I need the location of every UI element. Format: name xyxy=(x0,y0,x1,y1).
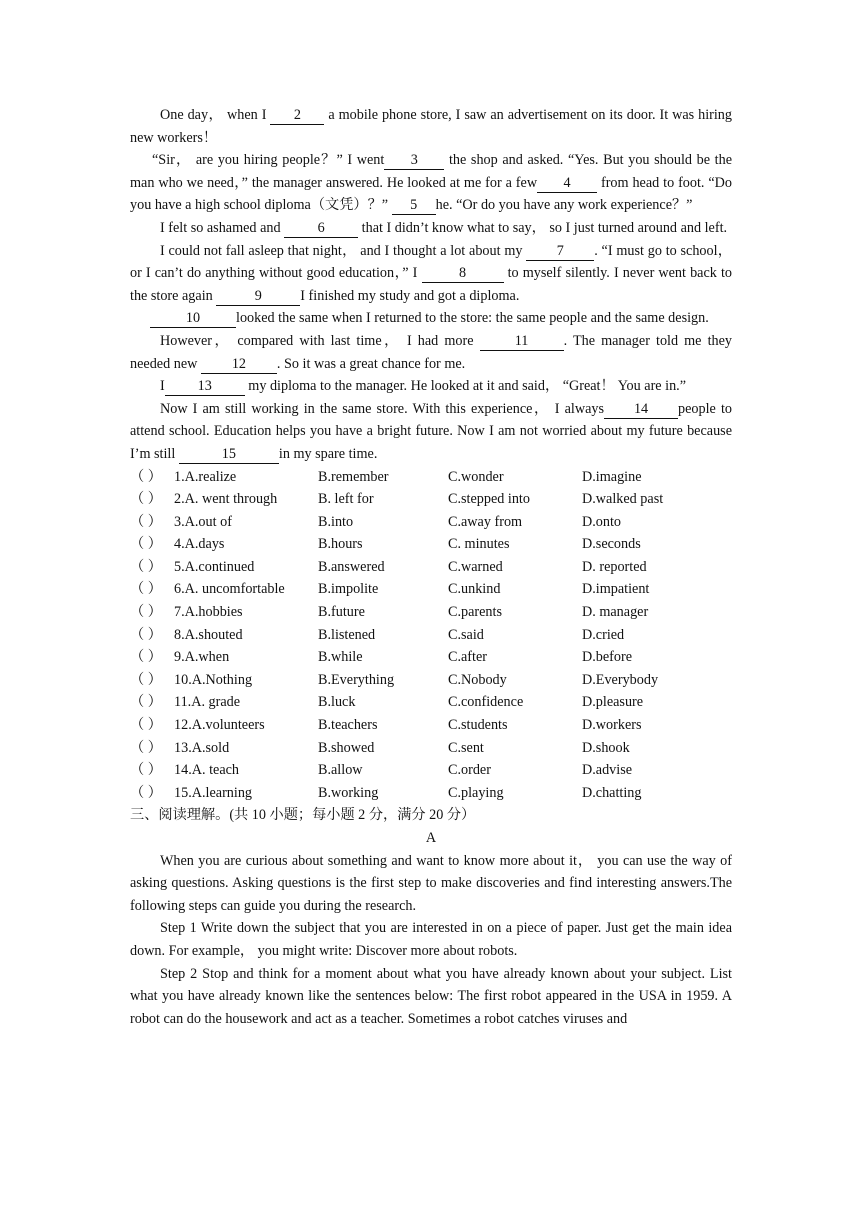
text: my diploma to the manager. He looked at it and said， “Great！ You are in.” xyxy=(244,378,687,395)
option-row-10 xyxy=(130,669,732,692)
text: the shop and asked. “Yes. But you should be the man who we need，” the manager answered. He looked at me for a few xyxy=(130,152,732,191)
answer-paren[interactable]: （ ） xyxy=(130,604,162,621)
cloze-paragraph-2 xyxy=(130,149,732,217)
option-d: D.onto xyxy=(582,513,622,530)
option-b: B.showed xyxy=(318,739,375,756)
answer-paren[interactable]: （ ） xyxy=(130,581,162,598)
text: a mobile phone store, I saw an advertisement on its door. It was hiring new workers！ xyxy=(130,107,732,146)
option-a: 4.A.days xyxy=(174,536,225,553)
option-row-8 xyxy=(130,624,732,647)
option-d: D.seconds xyxy=(582,536,641,553)
text: I could not fall asleep that night， and I thought a lot about my xyxy=(160,242,527,259)
text: that I didn’t know what to say， so I just turned around and left. xyxy=(358,219,728,236)
option-row-2 xyxy=(130,488,732,511)
option-b: B.hours xyxy=(318,536,363,553)
blank-4[interactable]: 4 xyxy=(537,174,597,193)
cloze-paragraph-7 xyxy=(130,375,732,398)
option-row-12 xyxy=(130,714,732,737)
option-b: B.impolite xyxy=(318,581,379,598)
option-a: 11.A. grade xyxy=(174,694,241,711)
answer-paren[interactable]: （ ） xyxy=(130,671,162,688)
option-c: C.after xyxy=(448,649,487,666)
option-c: C.unkind xyxy=(448,581,501,598)
option-d: D.pleasure xyxy=(582,694,644,711)
answer-paren[interactable]: （ ） xyxy=(130,626,162,643)
option-d: D.shook xyxy=(582,739,630,756)
answer-paren[interactable]: （ ） xyxy=(130,536,162,553)
option-d: D.Everybody xyxy=(582,671,659,688)
option-c: C.Nobody xyxy=(448,671,507,688)
answer-paren[interactable]: （ ） xyxy=(130,739,162,756)
reading-paragraph-2: Step 1 Write down the subject that you are interested in on a piece of paper. Just get the main idea down. For example， you might write: Discover more about robots. xyxy=(130,920,732,959)
blank-5[interactable]: 5 xyxy=(392,196,436,215)
option-row-7 xyxy=(130,601,732,624)
option-row-15 xyxy=(130,782,732,805)
blank-14[interactable]: 14 xyxy=(604,400,678,419)
answer-paren[interactable]: （ ） xyxy=(130,513,162,530)
blank-7[interactable]: 7 xyxy=(526,242,594,261)
option-a: 3.A.out of xyxy=(174,513,232,530)
answer-paren[interactable]: （ ） xyxy=(130,762,162,779)
option-b: B.into xyxy=(318,513,354,530)
answer-paren[interactable]: （ ） xyxy=(130,784,162,801)
cloze-paragraph-3 xyxy=(130,217,732,240)
text: people to attend school. Education helps you have a bright future. Now I am not worried about my future because I’m still xyxy=(130,400,732,462)
text: looked the same when I returned to the store: the same people and the same design. xyxy=(236,310,709,327)
option-b: B.allow xyxy=(318,762,363,779)
cloze-paragraph-1 xyxy=(130,104,732,149)
option-c: C.students xyxy=(448,717,508,734)
option-d: D.imagine xyxy=(582,468,642,485)
text: from head to foot. “Do you have a high school diploma（文凭）？” xyxy=(130,174,732,214)
option-a: 2.A. went through xyxy=(174,491,278,508)
text: . So it was a great chance for me. xyxy=(276,355,466,372)
text: I felt so ashamed and xyxy=(160,219,285,236)
option-d: D. manager xyxy=(582,604,649,621)
exam-page xyxy=(130,104,732,1030)
option-row-11 xyxy=(130,691,732,714)
blank-11[interactable]: 11 xyxy=(480,332,564,351)
answer-paren[interactable]: （ ） xyxy=(130,649,162,666)
option-row-14 xyxy=(130,759,732,782)
option-a: 1.A.realize xyxy=(174,468,237,485)
option-c: C.playing xyxy=(448,784,504,801)
text: to myself silently. I never went back to the store again xyxy=(130,265,732,304)
option-a: 6.A. uncomfortable xyxy=(174,581,285,598)
answer-paren[interactable]: （ ） xyxy=(130,491,162,508)
option-b: B.future xyxy=(318,604,365,621)
blank-12[interactable]: 12 xyxy=(201,355,277,374)
text: . “I must go to school， or I can’t do anything without good education，” I xyxy=(130,242,732,282)
option-b: B.Everything xyxy=(318,671,395,688)
option-b: B.remember xyxy=(318,468,389,485)
cloze-paragraph-6 xyxy=(130,330,732,375)
option-a: 14.A. teach xyxy=(174,762,240,779)
reading-section-title: 三、阅读理解。(共 10 小题；每小题 2 分，满分 20 分） xyxy=(130,807,476,824)
text: “Sir， are you hiring people？” I went xyxy=(152,152,385,169)
cloze-paragraph-4 xyxy=(130,240,732,308)
option-c: C.order xyxy=(448,762,491,779)
blank-6[interactable]: 6 xyxy=(284,219,358,238)
option-c: C.sent xyxy=(448,739,484,756)
option-d: D.advise xyxy=(582,762,633,779)
text: in my spare time. xyxy=(278,445,378,462)
answer-paren[interactable]: （ ） xyxy=(130,468,162,485)
option-row-13 xyxy=(130,737,732,760)
passage-label: A xyxy=(425,830,437,846)
option-b: B.working xyxy=(318,784,379,801)
option-d: D.cried xyxy=(582,626,625,643)
text: he. “Or do you have any work experience？” xyxy=(435,197,693,214)
blank-8[interactable]: 8 xyxy=(422,264,504,283)
answer-paren[interactable]: （ ） xyxy=(130,694,162,711)
option-c: C.wonder xyxy=(448,468,504,485)
option-a: 8.A.shouted xyxy=(174,626,243,643)
option-c: C. minutes xyxy=(448,536,510,553)
text: One day， when I xyxy=(160,107,271,123)
cloze-paragraph-8 xyxy=(130,398,732,466)
option-a: 15.A.learning xyxy=(174,784,253,801)
option-d: D. reported xyxy=(582,558,647,575)
option-row-4 xyxy=(130,533,732,556)
option-c: C.confidence xyxy=(448,694,524,711)
option-a: 7.A.hobbies xyxy=(174,604,243,621)
blank-15[interactable]: 15 xyxy=(179,445,279,464)
option-b: B.luck xyxy=(318,694,356,711)
option-row-3 xyxy=(130,511,732,534)
option-d: D.chatting xyxy=(582,784,642,801)
blank-13[interactable]: 13 xyxy=(165,377,245,396)
option-c: C.stepped into xyxy=(448,491,530,508)
option-c: C.away from xyxy=(448,513,523,530)
option-row-6 xyxy=(130,578,732,601)
option-c: C.parents xyxy=(448,604,502,621)
option-a: 13.A.sold xyxy=(174,739,230,756)
option-d: D.before xyxy=(582,649,633,666)
blank-2[interactable]: 2 xyxy=(270,106,324,125)
reading-paragraph-3: Step 2 Stop and think for a moment about what you have already known about your subject. List what you have already known like the sentences below: The first robot appeared in the USA in 1959. A robot can do the housework and act as a teacher. Sometimes a robot catches viruses and xyxy=(130,965,732,1027)
blank-10[interactable]: 10 xyxy=(150,309,236,328)
text: I finished my study and got a diploma. xyxy=(300,287,520,304)
answer-paren[interactable]: （ ） xyxy=(130,558,162,575)
text: . The manager told me they needed new xyxy=(130,332,732,372)
option-a: 5.A.continued xyxy=(174,558,255,575)
option-b: B.teachers xyxy=(318,717,378,734)
option-a: 10.A.Nothing xyxy=(174,671,253,688)
option-b: B. left for xyxy=(318,491,374,508)
option-a: 12.A.volunteers xyxy=(174,717,265,734)
reading-paragraph-1: When you are curious about something and want to know more about it， you can use the way of asking questions. Asking questions is the first step to make discoveries and find interesting answers.The following steps can guide you during the research. xyxy=(130,852,732,914)
option-d: D.impatient xyxy=(582,581,650,598)
option-d: D.walked past xyxy=(582,491,664,508)
option-a: 9.A.when xyxy=(174,649,230,666)
option-b: B.answered xyxy=(318,558,385,575)
option-b: B.listened xyxy=(318,626,376,643)
blank-9[interactable]: 9 xyxy=(216,287,300,306)
text: However， compared with last time， I had more xyxy=(160,332,480,349)
option-row-5 xyxy=(130,556,732,579)
option-row-9 xyxy=(130,646,732,669)
text: Now I am still working in the same store. With this experience， I always xyxy=(160,400,605,417)
cloze-paragraph-5 xyxy=(130,307,732,330)
options-list xyxy=(130,466,732,805)
answer-paren[interactable]: （ ） xyxy=(130,717,162,734)
option-c: C.said xyxy=(448,626,484,643)
blank-3[interactable]: 3 xyxy=(384,151,444,170)
text: I xyxy=(160,378,165,395)
option-c: C.warned xyxy=(448,558,503,575)
option-d: D.workers xyxy=(582,717,642,734)
option-b: B.while xyxy=(318,649,363,666)
option-row-1 xyxy=(130,466,732,489)
